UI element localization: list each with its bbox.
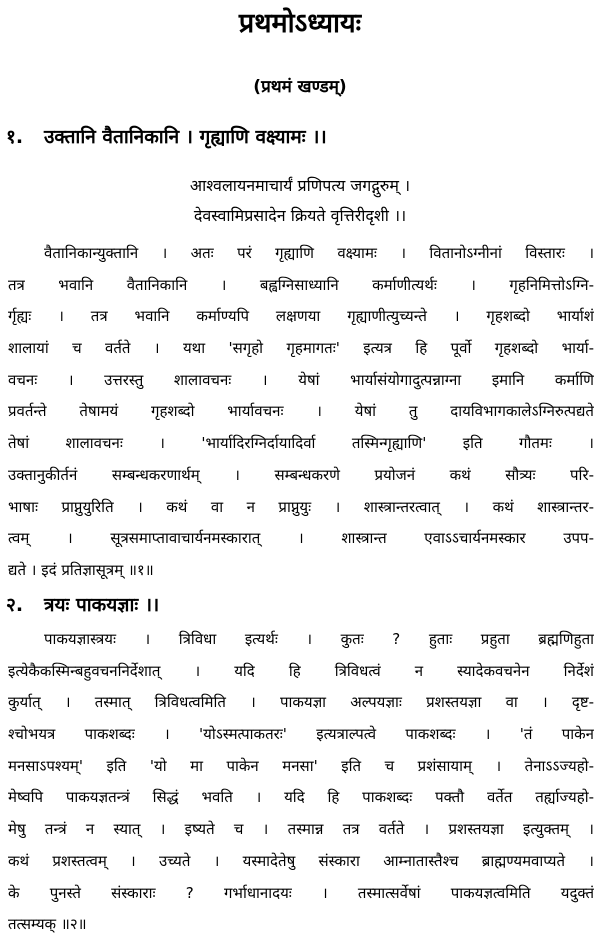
sutra-number: १. — [6, 126, 24, 148]
sutra-text: उक्तानि वैतानिकानि । गृह्याणि वक्ष्यामः ।। — [44, 126, 327, 148]
commentary-line: तेषां शालावचनः । 'भार्यादिरग्निर्दायादिर्वा तस्मिन्गृह्याणि' इति गौतमः । — [8, 434, 594, 453]
commentary-line: कुर्यात् । तस्मात् त्रिविधत्वमिति । पाकयज्ञा अल्पयज्ञाः प्रशस्तयज्ञा वा । दृष्ट- — [8, 693, 594, 712]
commentary-line: तत्र भवानि वैतानिकानि । बह्वग्निसाध्यानि कर्माणीत्यर्थः । गृहनिमित्तोऽग्नि- — [8, 275, 594, 294]
commentary-line: वैतानिकान्युक्तानि । अतः परं गृह्याणि वक्ष्यामः । वितानोऽग्नीनां विस्तारः । — [44, 244, 594, 262]
commentary-line: श्चोभयत्र पाकशब्दः । 'योऽस्मत्पाकतरः' इत्यत्राल्पत्वे पाकशब्दः । 'तं पाकेन — [8, 725, 594, 744]
commentary-line: कथं प्रशस्तत्वम् । उच्यते । यस्मादेतेषु संस्कारा आम्नातास्तैश्च ब्राह्मण्यमवाप्यते । — [8, 851, 594, 870]
mangala-verse-line: देवस्वामिप्रसादेन क्रियते वृत्तिरीदृशी ।। — [193, 206, 407, 225]
commentary-line: के पुनस्ते संस्काराः ? गर्भाधानादयः । तस्मात्सर्वेषां पाकयज्ञत्वमिति यदुक्तं — [8, 883, 594, 902]
commentary-line: प्रवर्तन्ते तेषामयं गृहशब्दो भार्यावचनः । येषां तु दायविभागकालेऽग्निरुत्पद्यते — [8, 402, 594, 421]
mangala-verse-line: आश्वलायनमाचार्यं प्रणिपत्य जगद्गुरुम् । — [189, 176, 411, 195]
commentary-line: मेष्वपि पाकयज्ञतन्त्रं सिद्धं भवति । यदि हि पाकशब्दः पक्तौ वर्तेत तर्ह्याज्यहो- — [8, 788, 594, 807]
sutra-1 — [6, 122, 596, 152]
chapter-title: प्रथमोऽध्यायः — [238, 8, 362, 39]
section-subtitle: (प्रथमं खण्डम्) — [253, 77, 347, 97]
commentary-1 — [8, 238, 594, 587]
commentary-line: वचनः । उत्तरस्तु शालावचनः । येषां भार्यासंयोगादुत्पन्नाग्ना इमानि कर्माणि — [8, 370, 594, 389]
sutra-number: २. — [6, 594, 24, 616]
commentary-2 — [8, 624, 594, 941]
commentary-line: मनसाऽपश्यम्' इति 'यो मा पाकेन मनसा' इति च प्रशंसायाम् । तेनाऽऽज्यहो- — [8, 756, 594, 775]
commentary-line: भाषाः प्राप्नुयुरिति । कथं वा न प्राप्नुयुः । शास्त्रान्तरत्वात् । कथं शास्त्रान्तर- — [8, 497, 594, 516]
commentary-line: पाकयज्ञास्त्रयः । त्रिविधा इत्यर्थः । कुतः ? हुताः प्रहुता ब्रह्मणिहुता — [44, 630, 594, 648]
commentary-line: तत्सम्यक् ॥२॥ — [8, 915, 87, 934]
commentary-line: शालायां च वर्तते । यथा 'सगृहो गृहमागतः' इत्यत्र हि पूर्वो गृहशब्दो भार्या- — [8, 339, 594, 358]
commentary-line: मेषु तन्त्रं न स्यात् । इष्यते च । तस्मान्न तत्र वर्तते । प्रशस्तयज्ञा इत्युक्तम् । — [8, 820, 594, 839]
commentary-line: इत्येकैकस्मिन्बहुवचननिर्देशात् । यदि हि त्रिविधत्वं न स्यादेकवचनेन निर्देशं — [8, 661, 594, 680]
sutra-text: त्रयः पाकयज्ञाः ।। — [44, 594, 160, 616]
sutra-2 — [6, 590, 596, 620]
commentary-line: द्यते । इदं प्रतिज्ञासूत्रम् ॥१॥ — [8, 560, 154, 579]
commentary-line: त्वम् । सूत्रसमाप्तावाचार्यनमस्कारात् । शास्त्रान्त एवाऽऽचार्यनमस्कार उपप- — [8, 529, 594, 548]
commentary-line: र्गृह्यः । तत्र भवानि कर्माण्यपि लक्षणया गृह्याणीत्युच्यन्ते । गृहशब्दो भार्याशं — [8, 307, 594, 326]
commentary-line: उक्तानुकीर्तनं सम्बन्धकरणार्थम् । सम्बन्धकरणे प्रयोजनं कथं सौत्र्यः परि- — [8, 465, 594, 484]
